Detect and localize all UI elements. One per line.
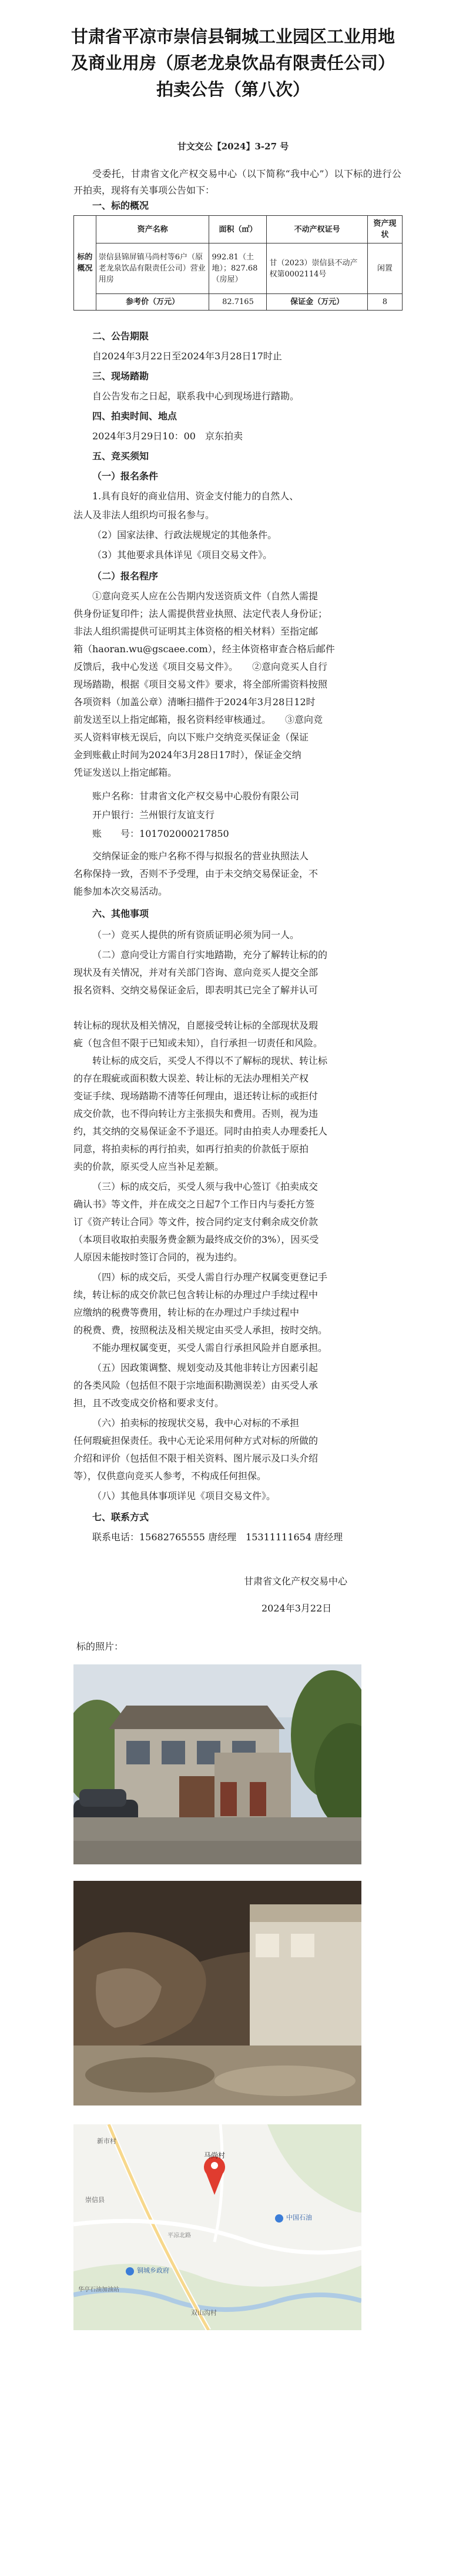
procedure-tail-3: 能参加本次交易活动。 xyxy=(73,886,168,897)
other-line-27: 担，且不改变成交价格和要求支付。 xyxy=(73,1397,224,1409)
section-heading-3: 三、现场踏勘 xyxy=(92,371,149,382)
signature-org: 甘肃省文化产权交易中心 xyxy=(244,1576,348,1587)
account-bank: 兰州银行友谊支行 xyxy=(139,809,215,820)
section-heading-5: 五、竞买须知 xyxy=(92,451,149,462)
other-line-26: 的各类风险（包括但不限于宗地面积勘测误差）由买受人承 xyxy=(73,1380,319,1391)
account-name: 甘肃省文化产权交易中心股份有限公司 xyxy=(139,790,300,802)
other-line-23: 的税费、费，按照税法及相关规定由买受人承担，按时交纳。 xyxy=(73,1324,328,1336)
account-name-row xyxy=(92,788,299,805)
procedure-line-2: 供身份证复印件；法人需提供营业执照、法定代表人身份证； xyxy=(73,608,328,619)
other-line-6: 转让标的现状及相关情况，自愿接受转让标的全部现状及瑕 xyxy=(73,1020,319,1031)
table-cell-area: 992.81（土地）；827.68（房屋） xyxy=(209,243,267,294)
site-visit-text: 自公告发布之日起，联系我中心到现场进行踏勘。 xyxy=(92,391,300,402)
station-marker-icon xyxy=(126,2267,134,2275)
procedure-line-4: 箱（haoran.wu@gscaee.com），经主体资格审查合格后邮件 xyxy=(73,643,335,655)
procedure-line-7: 各项资料（加盖公章）清晰扫描件于2024年3月28日12时 xyxy=(73,696,316,708)
property-photo-exterior xyxy=(73,1664,361,1864)
table-header-area: 面积（㎡） xyxy=(209,216,267,243)
procedure-line-9: 买人资料审核无误后，向以下账户交纳竞买保证金（保证 xyxy=(73,732,309,743)
other-line-30: 介绍和评价（包括但不限于相关资料、图片展示及口头介绍 xyxy=(73,1453,319,1464)
other-line-20: （四）标的成交后，买受人需自行办理产权属变更登记手 xyxy=(92,1272,328,1283)
other-line-14: 卖的价款，原买受人应当补足差额。 xyxy=(73,1161,224,1172)
section-heading-6: 六、其他事项 xyxy=(92,908,149,919)
table-cell-cert: 甘（2023）崇信县不动产权第0002114号 xyxy=(267,243,367,294)
map-label-station1: 铜城乡政府 xyxy=(137,2267,169,2274)
map-label-poi1: 崇信县 xyxy=(85,2196,105,2204)
other-line-10: 变证手续、现场踏勘不清等任何理由，退还转让标的或拒付 xyxy=(73,1090,319,1102)
interior-photo-graphic xyxy=(73,1881,361,2105)
eligibility-line-4: （3）其他要求具体详见《项目交易文件》。 xyxy=(92,549,273,560)
other-line-21: 续，转让标的成交价款已包含转让标的办理过户手续过程中 xyxy=(73,1289,319,1300)
account-no-label: 账 号： xyxy=(92,828,140,839)
gas-station-marker-icon xyxy=(275,2214,283,2223)
section-heading-7: 七、联系方式 xyxy=(92,1511,149,1523)
notice-period-text: 自2024年3月22日至2024年3月28日17时止 xyxy=(92,351,282,362)
other-line-16: 确认书》等文件，并在成交之日起7个工作日内与委托方签 xyxy=(73,1199,315,1210)
other-line-24: 不能办理权属变更，买受人需自行承担风险并自愿承担。 xyxy=(92,1342,328,1353)
other-line-11: 成交价款，也不得向转让方主张损失和费用。否则，视为违 xyxy=(73,1108,319,1119)
procedure-tail-1: 交纳保证金的账户名称不得与拟报名的营业执照法人 xyxy=(92,850,309,862)
subheading-eligibility: （一）报名条件 xyxy=(92,471,159,482)
page-title: 甘肃省平凉市崇信县铜城工业园区工业用地及商业用房（原老龙泉饮品有限责任公司）拍卖公告（第八次） xyxy=(71,26,395,99)
account-name-label: 账户名称： xyxy=(92,790,140,802)
table-header-status: 资产现状 xyxy=(367,216,402,243)
map-label-station2: 中国石油 xyxy=(286,2214,312,2221)
document-number: 甘文交公【2024】3-27 号 xyxy=(177,141,289,152)
map-label-village: 马尚村 xyxy=(204,2151,226,2160)
table-side-label: 标的概况 xyxy=(74,216,96,311)
map-label-poi2: 双山沟村 xyxy=(191,2309,217,2317)
other-line-15: （三）标的成交后，买受人须与我中心签订《拍卖成交 xyxy=(92,1181,319,1192)
other-line-28: （六）拍卖标的按现状交易，我中心对标的不承担 xyxy=(92,1417,300,1429)
other-line-19: 人原因未能按时签订合同的，视为违约。 xyxy=(73,1252,243,1263)
procedure-tail-2: 名称保持一致，否则不予受理，由于未交纳交易保证金，不 xyxy=(73,868,319,879)
asset-table xyxy=(73,215,403,311)
account-number: 101702000217850 xyxy=(139,828,229,839)
table-header-cert: 不动产权证号 xyxy=(267,216,367,243)
other-line-17: 订《资产转让合同》等文件，按合同约定支付剩余成交价款 xyxy=(73,1216,319,1227)
procedure-line-3: 非法人组织需提供可证明其主体资格的相关材料）至指定邮 xyxy=(73,626,319,637)
map-label-road: 平凉北路 xyxy=(167,2233,191,2239)
procedure-line-6: 现场踏勘，根据《项目交易文件》要求，将全部所需资料按照 xyxy=(73,679,328,690)
other-line-25: （五）因政策调整、规划变动及其他非转让方因素引起 xyxy=(92,1362,319,1373)
other-line-12: 约，其交纳的交易保证金不予退还。同时由拍卖人办理委托人 xyxy=(73,1126,328,1137)
eligibility-line-2: 法人及非法人组织均可报名参与。 xyxy=(73,509,215,520)
table-deposit-label: 保证金（万元） xyxy=(267,294,367,311)
table-price-value: 82.7165 xyxy=(209,294,267,311)
other-line-7: 疵（包含但不限于已知或未知），自行承担一切责任和风险。 xyxy=(73,1037,323,1049)
contact-line: 联系电话：15682765555 唐经理 15311111654 唐经理 xyxy=(92,1531,343,1543)
account-no-row xyxy=(92,826,229,842)
section-heading-4: 四、拍卖时间、地点 xyxy=(92,411,177,422)
procedure-line-11: 凭证发送以上指定邮箱。 xyxy=(73,767,177,778)
account-bank-label: 开户银行： xyxy=(92,809,140,820)
other-line-29: 任何瑕疵担保责任。我中心无论采用何种方式对标的所做的 xyxy=(73,1435,319,1446)
signature-date: 2024年3月22日 xyxy=(262,1603,332,1614)
subheading-procedure: （二）报名程序 xyxy=(92,570,159,582)
other-line-22: 应缴纳的税费等费用，转让标的在办理过户手续过程中 xyxy=(73,1307,300,1318)
procedure-line-10: 金到账截止时间为2024年3月28日17时），保证金交纳 xyxy=(73,749,301,760)
eligibility-line-3: （2）国家法律、行政法规规定的其他条件。 xyxy=(92,529,277,540)
account-bank-row xyxy=(92,807,214,823)
other-line-9: 的存在瑕疵或面积数大误差、转让标的无法办理相关产权 xyxy=(73,1073,309,1084)
other-line-32: （八）其他具体事项详见《项目交易文件》。 xyxy=(92,1490,276,1501)
other-line-4: 报名资料、交纳交易保证金后，即表明其已完全了解并认可 xyxy=(73,985,319,996)
auction-time-text: 2024年3月29日10：00 京东拍卖 xyxy=(92,431,243,442)
other-line-13: 同意，将拍卖标的再行拍卖，如再行拍卖的价款低于原拍 xyxy=(73,1143,309,1154)
map-label-poi3: 华亭石油加油站 xyxy=(78,2287,119,2293)
section-heading-2: 二、公告期限 xyxy=(92,331,149,342)
location-map[interactable] xyxy=(73,2124,361,2330)
other-line-31: 等），仅供意向竞买人参考，不构成任何担保。 xyxy=(73,1470,267,1481)
other-line-18: （本项目收取拍卖服务费金额为最终成交价的3%），因买受 xyxy=(73,1234,319,1245)
photo-label: 标的照片： xyxy=(76,1641,124,1652)
other-line-2: （二）意向受让方需自行实地踏勘，充分了解转让标的的 xyxy=(92,949,328,960)
section-heading-1: 一、标的概况 xyxy=(92,200,149,211)
exterior-photo-graphic xyxy=(73,1664,361,1864)
eligibility-line-1: 1.具有良好的商业信用、资金支付能力的自然人、 xyxy=(92,490,299,502)
other-line-1: （一）竞买人提供的所有资质证明必须为同一人。 xyxy=(92,929,300,940)
table-cell-status: 闲置 xyxy=(367,243,402,294)
table-header-name: 资产名称 xyxy=(96,216,209,243)
procedure-line-8: 前发送至以上指定邮箱，报名资料经审核通过。 ③意向竞 xyxy=(73,714,323,725)
property-photo-interior xyxy=(73,1881,361,2105)
table-cell-name: 崇信县锦屏镇马尚村等6户（原老龙泉饮品有限责任公司）营业用房 xyxy=(96,243,209,294)
other-line-8: 转让标的成交后，买受人不得以不了解标的现状、转让标 xyxy=(92,1055,328,1066)
table-price-label: 参考价（万元） xyxy=(96,294,209,311)
intro-paragraph: 受委托，甘肃省文化产权交易中心（以下简称“我中心”）以下标的进行公开拍卖，现将有关事项公告如下： xyxy=(73,168,401,196)
map-label-town1: 新市村 xyxy=(97,2137,116,2145)
procedure-line-5: 反馈后，我中心发送《项目交易文件》。 ②意向竞买人自行 xyxy=(73,661,328,672)
table-deposit-value: 8 xyxy=(367,294,402,311)
other-line-3: 现状及有关情况，并对有关部门咨询、意向竞买人提交全部 xyxy=(73,967,319,978)
procedure-line-1: ①意向竞买人应在公告期内发送资质文件（自然人需提 xyxy=(92,590,319,602)
